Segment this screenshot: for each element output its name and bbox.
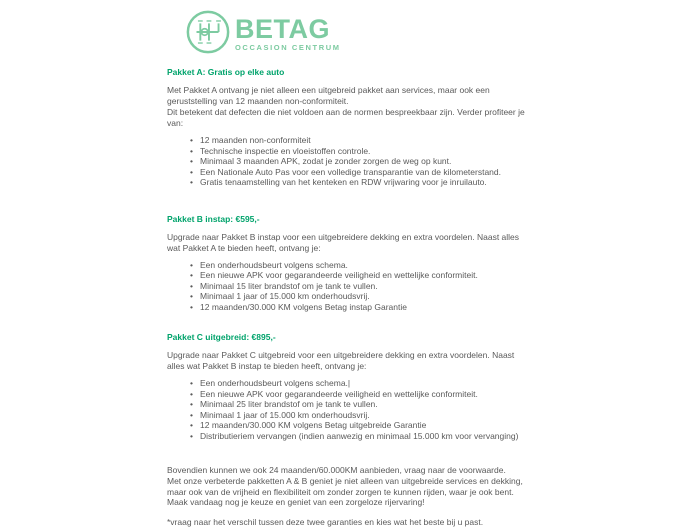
list-item bbox=[167, 389, 527, 400]
list-item-text: 12 maanden non-conformiteit bbox=[200, 135, 311, 145]
list-item-text: Technische inspectie en vloeistoffen controle. bbox=[200, 145, 371, 156]
list-item-text: Minimaal 1 jaar of 15.000 km onderhoudsvrij. bbox=[200, 409, 370, 420]
list-item-text: Een nieuwe APK voor gegarandeerde veiligheid en wettelijke conformiteit. bbox=[200, 388, 478, 399]
bullet-icon: • bbox=[190, 166, 193, 177]
list-item bbox=[167, 177, 527, 188]
logo-brand: BETAG bbox=[235, 14, 330, 45]
bullet-icon: • bbox=[190, 135, 193, 145]
list-item-text: 12 maanden/30.000 KM volgens Betag instap Garantie bbox=[200, 301, 407, 312]
bullet-icon: • bbox=[190, 177, 193, 187]
section-heading-pakket-a: Pakket A: Gratis op elke auto bbox=[167, 67, 285, 77]
bullet-list-pakket-a bbox=[167, 135, 527, 188]
paragraph-pakket-b bbox=[167, 232, 527, 254]
paragraph-line: Met Pakket A ontvang je niet alleen een uitgebreid pakket aan services, maar ook een geruststelling van 12 maanden non-conformiteit. bbox=[167, 85, 490, 106]
list-item bbox=[167, 270, 527, 281]
list-item bbox=[167, 431, 527, 442]
list-item bbox=[167, 302, 527, 313]
bullet-icon: • bbox=[190, 378, 193, 388]
list-item bbox=[167, 281, 527, 292]
document-content bbox=[167, 10, 527, 528]
paragraph-pakket-a bbox=[167, 85, 527, 129]
bullet-list-pakket-b bbox=[167, 260, 527, 313]
list-item-text: Minimaal 1 jaar of 15.000 km onderhoudsvrij. bbox=[200, 291, 370, 301]
list-item-text: Minimaal 25 liter brandstof om je tank te vullen. bbox=[200, 399, 378, 409]
list-item-text: Gratis tenaamstelling van het kenteken en RDW vrijwaring voor je inruilauto. bbox=[200, 177, 487, 187]
section-heading-pakket-c: Pakket C uitgebreid: €895,- bbox=[167, 332, 276, 342]
gear-shift-icon bbox=[185, 9, 231, 60]
bullet-icon: • bbox=[190, 430, 193, 441]
list-item-text: Een nieuwe APK voor gegarandeerde veiligheid en wettelijke conformiteit. bbox=[200, 270, 478, 280]
list-item bbox=[167, 378, 527, 389]
footer-paragraph bbox=[167, 465, 527, 508]
bullet-icon: • bbox=[190, 145, 193, 156]
list-item-text: Een Nationale Auto Pas voor een volledige transparantie van de kilometerstand. bbox=[200, 166, 501, 177]
bullet-icon: • bbox=[190, 259, 193, 270]
list-item bbox=[167, 399, 527, 410]
list-item bbox=[167, 156, 527, 167]
bullet-icon: • bbox=[190, 409, 193, 420]
list-item bbox=[167, 167, 527, 178]
bullet-icon: • bbox=[190, 420, 193, 430]
list-item-text: 12 maanden/30.000 KM volgens Betag uitgebreide Garantie bbox=[200, 420, 427, 430]
list-item bbox=[167, 135, 527, 146]
paragraph-pakket-c bbox=[167, 350, 527, 372]
bullet-icon: • bbox=[190, 270, 193, 280]
list-item-text: Een onderhoudsbeurt volgens schema.| bbox=[200, 378, 351, 388]
paragraph-line: Met onze verbeterde pakketten A & B geniet je niet alleen van uitgebreide services en dekking, maar ook van de vrijheid en flexibiliteit om zonder zorgen te kunnen rijden, waar je ook bent. bbox=[167, 475, 523, 497]
footnote: *vraag naar het verschil tussen deze twee garanties en kies wat het beste bij u past. bbox=[167, 517, 484, 528]
paragraph-line: Upgrade naar Pakket C uitgebreid voor een uitgebreidere dekking en extra voordelen. Naast alles wat Pakket B instap te bieden heeft, ontvang je: bbox=[167, 350, 515, 371]
logo-subtitle: OCCASION CENTRUM bbox=[235, 43, 341, 53]
betag-logo bbox=[185, 10, 527, 58]
list-item bbox=[167, 146, 527, 157]
bullet-icon: • bbox=[190, 291, 193, 301]
paragraph-line: Upgrade naar Pakket B instap voor een uitgebreidere dekking en extra voordelen. Naast alles wat Pakket A te bieden heeft, ontvang je: bbox=[167, 231, 520, 253]
bullet-icon: • bbox=[190, 156, 193, 166]
bullet-icon: • bbox=[190, 280, 193, 291]
paragraph-line: Maak vandaag nog je keuze en geniet van een zorgeloze rijervaring! bbox=[167, 497, 425, 508]
bullet-icon: • bbox=[190, 301, 193, 312]
logo-text bbox=[235, 16, 341, 52]
paragraph-line: Bovendien kunnen we ook 24 maanden/60.000KM aanbieden, vraag naar de voorwaarde. bbox=[167, 465, 506, 475]
list-item-text: Een onderhoudsbeurt volgens schema. bbox=[200, 259, 348, 270]
list-item-text: Minimaal 15 liter brandstof om je tank te vullen. bbox=[200, 280, 378, 291]
paragraph-line: Dit betekent dat defecten die niet voldoen aan de normen bespreekbaar zijn. Verder profiteer je van: bbox=[167, 107, 525, 128]
list-item bbox=[167, 420, 527, 431]
bullet-icon: • bbox=[190, 388, 193, 399]
list-item bbox=[167, 410, 527, 421]
list-item bbox=[167, 260, 527, 271]
list-item bbox=[167, 291, 527, 302]
section-heading-pakket-b: Pakket B instap: €595,- bbox=[167, 213, 260, 224]
list-item-text: Minimaal 3 maanden APK, zodat je zonder zorgen de weg op kunt. bbox=[200, 156, 452, 166]
list-item-text: Distributieriem vervangen (indien aanwezig en minimaal 15.000 km voor vervanging) bbox=[200, 430, 519, 441]
bullet-list-pakket-c bbox=[167, 378, 527, 441]
bullet-icon: • bbox=[190, 399, 193, 409]
